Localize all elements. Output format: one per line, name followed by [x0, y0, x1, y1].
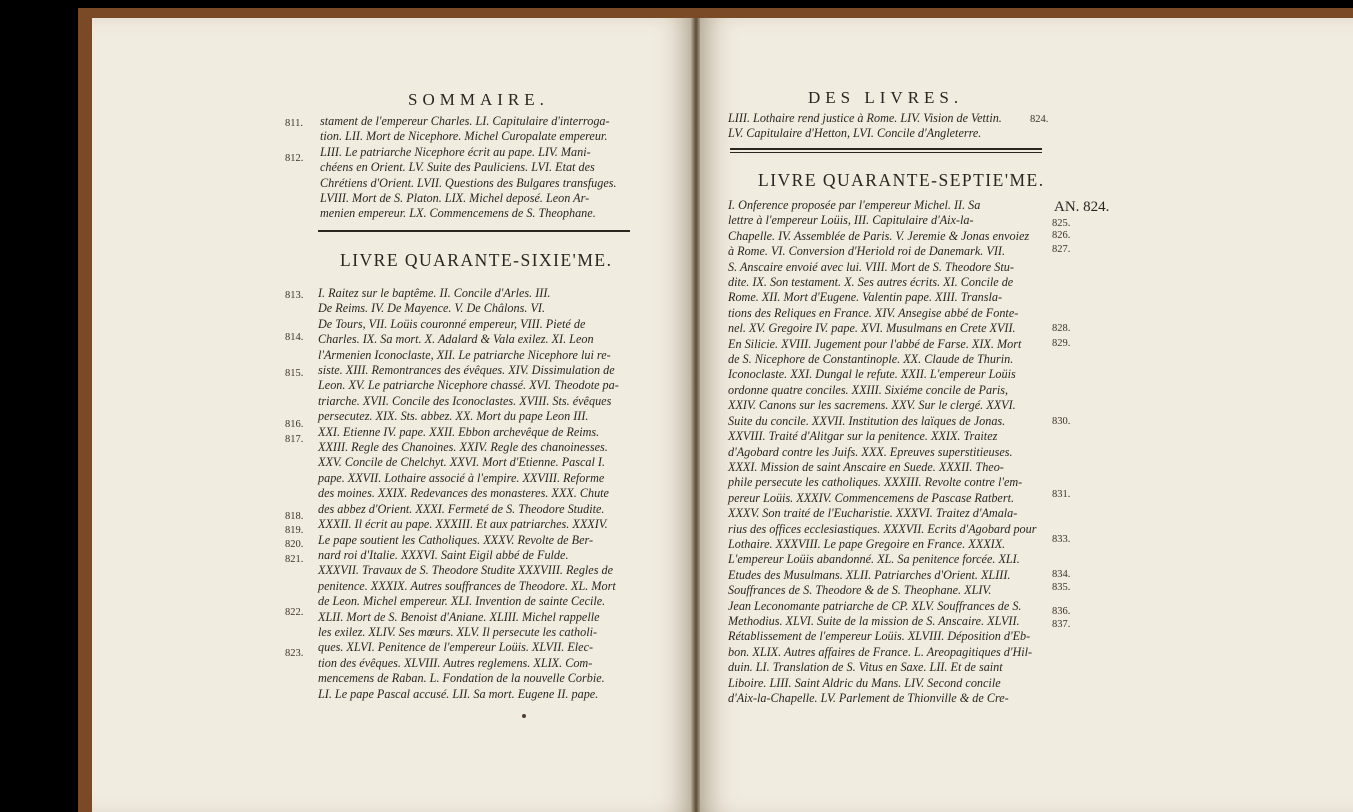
right-running-head: DES LIVRES.	[808, 88, 964, 107]
text-line: Souffrances de S. Theodore & de S. Theophane. XLIV.	[728, 583, 992, 598]
text-line: siste. XIII. Remontrances des évêques. XIV. Dissimulation de	[318, 363, 615, 378]
margin-year: 816.	[285, 419, 304, 430]
margin-year: 819.	[285, 525, 304, 536]
text-line: rius des offices ecclesiastiques. XXXVII. Ecrits d'Agobard pour	[728, 521, 1037, 536]
book-46-summary	[318, 286, 630, 702]
text-line: triarche. XVII. Concile des Iconoclastes. XVIII. Sts. évêques	[318, 393, 612, 408]
text-line: pereur Loüis. XXXIV. Commencemens de Pascase Ratbert.	[728, 490, 1015, 505]
text-line: LV. Capitulaire d'Hetton, LVI. Concile d'Angleterre.	[728, 126, 982, 141]
text-line: Methodius. XLVI. Suite de la mission de S. Anscaire. XLVII.	[728, 613, 1020, 628]
text-line: XXXII. Il écrit au pape. XXXIII. Et aux patriarches. XXXIV.	[318, 517, 608, 532]
text-line: LVIII. Mort de S. Platon. LIX. Michel deposé. Leon Ar-	[320, 191, 590, 206]
book-47-summary	[728, 198, 1046, 706]
margin-year: 829.	[1052, 338, 1071, 349]
text-line: à Rome. VI. Conversion d'Heriold roi de Danemark. VII.	[728, 244, 1005, 259]
text-line: chéens en Orient. LV. Suite des Pauliciens. LVI. Etat des	[320, 160, 595, 175]
text-line: stament de l'empereur Charles. LI. Capitulaire d'interroga-	[320, 114, 610, 128]
margin-year: 830.	[1052, 416, 1071, 427]
text-line: En Silicie. XVIII. Jugement pour l'abbé de Farse. XIX. Mort	[728, 336, 1022, 351]
text-line: de S. Nicephore de Constantinople. XX. Claude de Thurin.	[728, 352, 1014, 367]
left-page	[92, 18, 692, 812]
text-line: Liboire. LIII. Saint Aldric du Mans. LIV. Second concile	[728, 675, 1001, 690]
signature-mark	[522, 714, 526, 718]
margin-year: 812.	[285, 153, 304, 164]
margin-year: 820.	[285, 539, 304, 550]
margin-year: 837.	[1052, 619, 1071, 630]
text-line: ques. XLVI. Penitence de l'empereur Loüis. XLVII. Elec-	[318, 640, 594, 655]
text-line: LIII. Le patriarche Nicephore écrit au pape. LIV. Mani-	[320, 144, 591, 159]
text-line: XXIII. Regle des Chanoines. XXIV. Regle des chanoinesses.	[318, 440, 608, 455]
text-line: XXI. Etienne IV. pape. XXII. Ebbon archevêque de Reims.	[318, 424, 600, 439]
text-line: dite. IX. Son testament. X. Ses autres écrits. XI. Concile de	[728, 275, 1014, 290]
margin-year: 817.	[285, 434, 304, 445]
text-line: Rétablissement de l'empereur Loüis. XLVIII. Déposition d'Eb-	[728, 629, 1031, 644]
text-line: XXXVII. Travaux de S. Theodore Studite XXXVIII. Regles de	[318, 563, 614, 578]
text-line: penitence. XXXIX. Autres souffrances de Theodore. XL. Mort	[318, 578, 616, 593]
text-line: XXIV. Canons sur les sacremens. XXV. Sur le clergé. XXVI.	[728, 398, 1016, 413]
text-line: Le pape soutient les Catholiques. XXXV. Revolte de Ber-	[318, 532, 594, 547]
sommaire-text	[320, 114, 617, 222]
margin-year: 814.	[285, 332, 304, 343]
text-line: LIII. Lothaire rend justice à Rome. LIV. Vision de Vettin.	[728, 111, 1002, 125]
text-line: tion des évêques. XLVIII. Autres reglemens. XLIX. Com-	[318, 655, 593, 670]
book-46-title: LIVRE QUARANTE-SIXIE'ME.	[340, 250, 613, 270]
text-line: nel. XV. Gregoire IV. pape. XVI. Musulmans en Crete XVII.	[728, 321, 1016, 336]
margin-year: 818.	[285, 511, 304, 522]
margin-year: 833.	[1052, 534, 1071, 545]
margin-year: 824.	[1030, 114, 1049, 125]
text-line: d'Agobard contre les Juifs. XXX. Epreuves superstitieuses.	[728, 444, 1013, 459]
margin-year: 835.	[1052, 582, 1071, 593]
left-running-head: SOMMAIRE.	[408, 90, 549, 109]
margin-year: 826.	[1052, 230, 1071, 241]
text-line: XXV. Concile de Chelchyt. XXVI. Mort d'Etienne. Pascal I.	[318, 455, 606, 470]
text-line: Iconoclaste. XXI. Dungal le refute. XXII. L'empereur Loüis	[728, 367, 1016, 382]
text-line: de Leon. Michel empereur. XLI. Invention de sainte Cecile.	[318, 594, 606, 609]
text-line: Charles. IX. Sa mort. X. Adalard & Vala exilez. XI. Leon	[318, 332, 594, 347]
text-line: les exilez. XLIV. Ses mœurs. XLV. Il persecute les catholi-	[318, 624, 598, 639]
text-line: Chrétiens d'Orient. LVII. Questions des Bulgares transfuges.	[320, 175, 617, 190]
margin-year: 834.	[1052, 569, 1071, 580]
text-line: LI. Le pape Pascal accusé. LII. Sa mort. Eugene II. pape.	[318, 686, 599, 701]
text-line: pape. XXVII. Lothaire associé à l'empire. XXVIII. Reforme	[318, 470, 605, 485]
text-line: persecutez. XIX. Sts. abbez. XX. Mort du pape Leon III.	[318, 409, 589, 424]
text-line: De Tours, VII. Loüis couronné empereur, VIII. Pieté de	[318, 316, 586, 331]
margin-year: 827.	[1052, 244, 1071, 255]
text-line: Jean Leconomante patriarche de CP. XLV. Souffrances de S.	[728, 598, 1022, 613]
margin-year: 821.	[285, 554, 304, 565]
section-rule-thin	[730, 152, 1042, 153]
text-line: bon. XLIX. Autres affaires de France. L. Areopagitiques d'Hil-	[728, 644, 1033, 659]
section-rule	[318, 230, 630, 232]
anno-marker: AN. 824.	[1054, 199, 1110, 215]
right-page	[700, 18, 1353, 812]
text-line: ordonne quatre conciles. XXIII. Sixiéme concile de Paris,	[728, 382, 1008, 397]
margin-year: 811.	[285, 118, 303, 129]
text-line: I. Onference proposée par l'empereur Michel. II. Sa	[728, 198, 981, 212]
text-line: d'Aix-la-Chapelle. LV. Parlement de Thionville & de Cre-	[728, 691, 1009, 705]
text-line: tions des Reliques en France. XIV. Ansegise abbé de Fonte-	[728, 305, 1019, 320]
margin-year: 815.	[285, 368, 304, 379]
text-line: phile persecute les catholiques. XXXIII. Revolte contre l'em-	[728, 475, 1023, 490]
text-line: duin. LI. Translation de S. Vitus en Saxe. LII. Et de saint	[728, 660, 1003, 675]
text-line: mencemens de Raban. L. Fondation de la nouvelle Corbie.	[318, 671, 605, 686]
margin-year: 831.	[1052, 489, 1071, 500]
margin-year: 836.	[1052, 606, 1071, 617]
text-line: XXXV. Son traité de l'Eucharistie. XXXVI. Traitez d'Amala-	[728, 506, 1018, 521]
text-line: I. Raitez sur le baptême. II. Concile d'Arles. III.	[318, 286, 551, 300]
margin-year: 823.	[285, 648, 304, 659]
text-line: XXVIII. Traité d'Alitgar sur la penitence. XXIX. Traitez	[728, 429, 998, 444]
text-line: lettre à l'empereur Loüis, III. Capitulaire d'Aix-la-	[728, 213, 974, 228]
book-47-title: LIVRE QUARANTE-SEPTIE'ME.	[758, 170, 1045, 190]
text-line: tion. LII. Mort de Nicephore. Michel Curopalate empereur.	[320, 129, 608, 144]
text-line: L'empereur Loüis abandonné. XL. Sa penitence forcée. XLI.	[728, 552, 1020, 567]
text-line: menien empereur. LX. Commencemens de S. Theophane.	[320, 206, 596, 221]
margin-year: 822.	[285, 607, 304, 618]
margin-year: 825.	[1052, 218, 1071, 229]
text-line: S. Anscaire envoié avec lui. VIII. Mort de S. Theodore Stu-	[728, 259, 1014, 274]
text-line: De Reims. IV. De Mayence. V. De Châlons. VI.	[318, 301, 545, 316]
text-line: Chapelle. IV. Assemblée de Paris. V. Jeremie & Jonas envoiez	[728, 228, 1030, 243]
text-line: Leon. XV. Le patriarche Nicephore chassé. XVI. Theodote pa-	[318, 378, 619, 393]
margin-year: 813.	[285, 290, 304, 301]
section-rule	[730, 148, 1042, 150]
text-line: Lothaire. XXXVIII. Le pape Gregoire en France. XXXIX.	[728, 536, 1006, 551]
text-line: XLII. Mort de S. Benoist d'Aniane. XLIII. Michel rappelle	[318, 609, 600, 624]
margin-year: 828.	[1052, 323, 1071, 334]
text-line: Rome. XII. Mort d'Eugene. Valentin pape. XIII. Transla-	[728, 290, 1003, 305]
text-line: nard roi d'Italie. XXXVI. Saint Eigil abbé de Fulde.	[318, 547, 569, 562]
text-line: Etudes des Musulmans. XLII. Patriarches d'Orient. XLIII.	[728, 567, 1011, 582]
text-line: Suite du concile. XXVII. Institution des laïques de Jonas.	[728, 413, 1006, 428]
text-line: l'Armenien Iconoclaste, XII. Le patriarche Nicephore lui re-	[318, 347, 611, 362]
text-line: XXXI. Mission de saint Anscaire en Suede. XXXII. Theo-	[728, 459, 1004, 474]
top-summary	[728, 111, 1002, 142]
text-line: des abbez d'Orient. XXXI. Fermeté de S. Theodore Studite.	[318, 501, 605, 516]
text-line: des moines. XXIX. Redevances des monasteres. XXX. Chute	[318, 486, 609, 501]
